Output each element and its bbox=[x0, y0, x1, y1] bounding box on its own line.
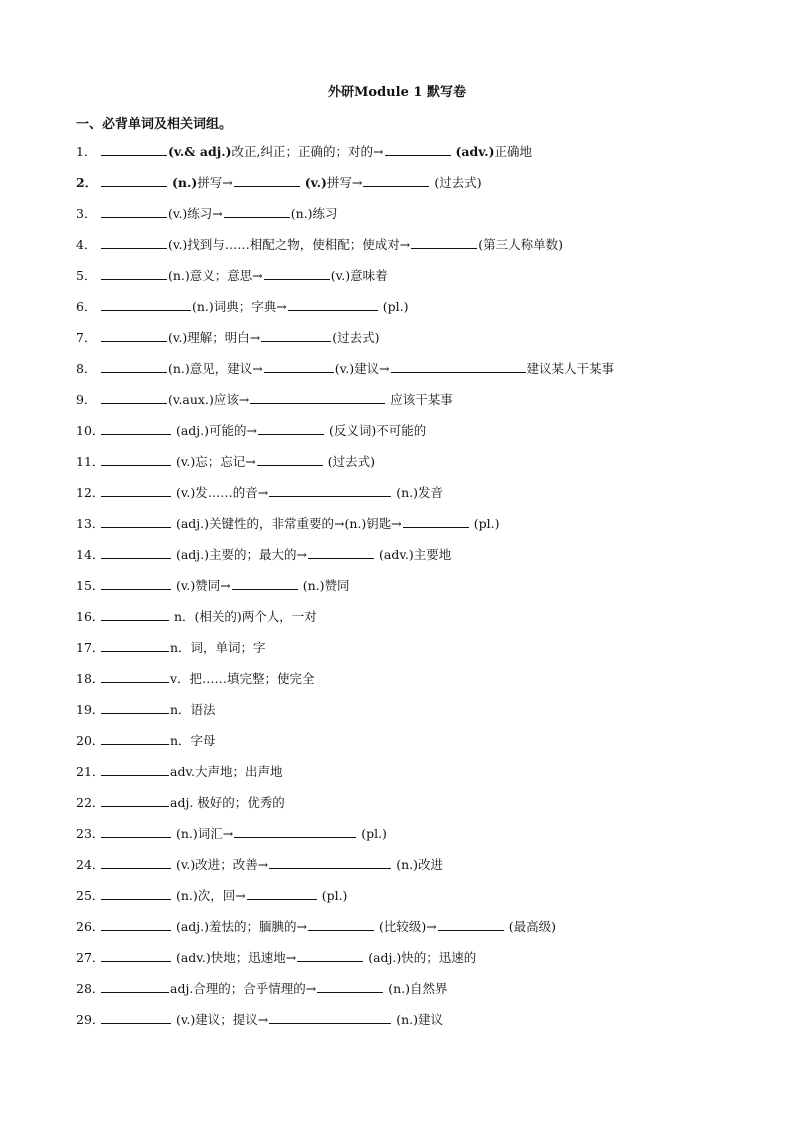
item-text: (v.)发……的音→ bbox=[172, 485, 269, 500]
item-number: 20． bbox=[76, 733, 105, 748]
answer-blank[interactable] bbox=[101, 266, 167, 280]
item-number: 11． bbox=[76, 454, 105, 469]
item-number: 1． bbox=[76, 144, 97, 159]
item-text: (最高级) bbox=[504, 919, 556, 934]
item-text: (v.aux.)应该→ bbox=[168, 392, 250, 407]
item-text: (n.)词典；字典→ bbox=[192, 299, 287, 314]
item-number: 24． bbox=[76, 857, 105, 872]
item-text: (adj.)羞怯的；腼腆的→ bbox=[172, 919, 308, 934]
item-text: (n.)意见，建议→ bbox=[168, 361, 263, 376]
item-text: (过去式) bbox=[332, 330, 380, 345]
answer-blank[interactable] bbox=[288, 297, 378, 311]
item-text: (v.)建议→ bbox=[334, 361, 390, 376]
item-number: 14． bbox=[76, 547, 105, 562]
item-text: n．语法 bbox=[170, 702, 216, 717]
answer-blank[interactable] bbox=[101, 235, 167, 249]
answer-blank[interactable] bbox=[101, 669, 169, 683]
item-text: 应该干某事 bbox=[386, 392, 453, 407]
item-text: (adv.) bbox=[455, 144, 495, 159]
item-text: 拼写→ bbox=[197, 175, 233, 190]
item-number: 22． bbox=[76, 795, 105, 810]
item-text: (n.)意义；意思→ bbox=[168, 268, 263, 283]
answer-blank[interactable] bbox=[438, 917, 504, 931]
answer-blank[interactable] bbox=[101, 173, 167, 187]
answer-blank[interactable] bbox=[308, 917, 374, 931]
item-number: 3． bbox=[76, 206, 97, 221]
answer-blank[interactable] bbox=[101, 483, 171, 497]
item-text: (v.& adj.) bbox=[168, 144, 232, 159]
answer-blank[interactable] bbox=[234, 824, 356, 838]
answer-blank[interactable] bbox=[101, 204, 167, 218]
item-text: (v.)改进；改善→ bbox=[172, 857, 269, 872]
answer-blank[interactable] bbox=[101, 297, 191, 311]
item-text: (pl.) bbox=[357, 826, 387, 841]
item-text: (adj.)快的；迅速的 bbox=[364, 950, 477, 965]
answer-blank[interactable] bbox=[411, 235, 477, 249]
item-number: 18． bbox=[76, 671, 105, 686]
item-text: n．字母 bbox=[170, 733, 216, 748]
item-text: (v.)练习→ bbox=[168, 206, 223, 221]
item-text: (反义词)不可能的 bbox=[325, 423, 427, 438]
item-number: 28． bbox=[76, 981, 105, 996]
answer-blank[interactable] bbox=[264, 359, 334, 373]
item-number: 2． bbox=[76, 175, 98, 190]
answer-blank[interactable] bbox=[101, 545, 171, 559]
answer-blank[interactable] bbox=[297, 948, 363, 962]
item-text: (第三人称单数) bbox=[478, 237, 564, 252]
item-number: 16． bbox=[76, 609, 105, 624]
item-text: (n.)改进 bbox=[392, 857, 444, 872]
answer-blank[interactable] bbox=[385, 142, 451, 156]
answer-blank[interactable] bbox=[101, 359, 167, 373]
item-number: 25． bbox=[76, 888, 105, 903]
answer-blank[interactable] bbox=[101, 390, 167, 404]
item-number: 6． bbox=[76, 299, 97, 314]
item-text: (n.)词汇→ bbox=[172, 826, 234, 841]
item-text: (过去式) bbox=[323, 454, 375, 469]
item-text: 建议某人干某事 bbox=[526, 361, 615, 376]
item-text: (adv.)主要地 bbox=[375, 547, 452, 562]
item-text: adj. 极好的；优秀的 bbox=[170, 795, 285, 810]
item-number: 26． bbox=[76, 919, 105, 934]
item-text: v．把……填完整；使完全 bbox=[170, 671, 315, 686]
item-number: 29． bbox=[76, 1012, 105, 1027]
item-text: (n.)赞同 bbox=[298, 578, 350, 593]
answer-blank[interactable] bbox=[101, 855, 171, 869]
item-number: 10． bbox=[76, 423, 105, 438]
answer-blank[interactable] bbox=[101, 142, 167, 156]
item-number: 13． bbox=[76, 516, 105, 531]
item-text: (n.)自然界 bbox=[384, 981, 448, 996]
item-text: n．(相关的)两个人，一对 bbox=[170, 609, 317, 624]
answer-blank[interactable] bbox=[269, 483, 391, 497]
answer-blank[interactable] bbox=[232, 576, 298, 590]
answer-blank[interactable] bbox=[101, 824, 171, 838]
item-text: adj.合理的；合乎情理的→ bbox=[170, 981, 317, 996]
answer-blank[interactable] bbox=[234, 173, 300, 187]
item-text: n．词，单词；字 bbox=[170, 640, 266, 655]
item-number: 4． bbox=[76, 237, 97, 252]
answer-blank[interactable] bbox=[101, 731, 169, 745]
item-text: (比较级)→ bbox=[375, 919, 437, 934]
item-text: (v.)建议；提议→ bbox=[172, 1012, 269, 1027]
item-text: adv.大声地；出声地 bbox=[170, 764, 283, 779]
item-number: 27． bbox=[76, 950, 105, 965]
item-text: (v.)理解；明白→ bbox=[168, 330, 261, 345]
item-text: (adj.)可能的→ bbox=[172, 423, 258, 438]
answer-blank[interactable] bbox=[269, 855, 391, 869]
answer-blank[interactable] bbox=[269, 1010, 391, 1024]
item-number: 9． bbox=[76, 392, 97, 407]
answer-blank[interactable] bbox=[101, 607, 169, 621]
item-text: (v.)忘；忘记→ bbox=[172, 454, 256, 469]
answer-blank[interactable] bbox=[247, 886, 317, 900]
answer-blank[interactable] bbox=[261, 328, 331, 342]
answer-blank[interactable] bbox=[264, 266, 330, 280]
answer-blank[interactable] bbox=[101, 979, 169, 993]
item-number: 8． bbox=[76, 361, 97, 376]
answer-blank[interactable] bbox=[101, 638, 169, 652]
answer-blank[interactable] bbox=[257, 452, 323, 466]
answer-blank[interactable] bbox=[363, 173, 429, 187]
item-text: (n.)建议 bbox=[392, 1012, 444, 1027]
answer-blank[interactable] bbox=[403, 514, 469, 528]
item-text: (v.)赞同→ bbox=[172, 578, 231, 593]
item-text: (adj.)关键性的，非常重要的→(n.)钥匙→ bbox=[172, 516, 402, 531]
item-text: (n.)发音 bbox=[392, 485, 444, 500]
answer-blank[interactable] bbox=[258, 421, 324, 435]
item-number: 17． bbox=[76, 640, 105, 655]
answer-blank[interactable] bbox=[224, 204, 290, 218]
item-text: (n.) bbox=[171, 175, 198, 190]
answer-blank[interactable] bbox=[101, 328, 167, 342]
item-text: (pl.) bbox=[317, 888, 348, 903]
answer-blank[interactable] bbox=[308, 545, 374, 559]
answer-blank[interactable] bbox=[101, 700, 169, 714]
item-number: 5． bbox=[76, 268, 97, 283]
item-text: (n.)次，回→ bbox=[172, 888, 246, 903]
answer-blank[interactable] bbox=[250, 390, 385, 404]
answer-blank[interactable] bbox=[101, 1010, 171, 1024]
item-text: (pl.) bbox=[378, 299, 409, 314]
item-text: 改正,纠正；正确的；对的→ bbox=[231, 144, 384, 159]
answer-blank[interactable] bbox=[101, 948, 171, 962]
answer-blank[interactable] bbox=[101, 421, 171, 435]
answer-blank[interactable] bbox=[101, 917, 171, 931]
answer-blank[interactable] bbox=[101, 886, 171, 900]
page-title: 外研Module 1 默写卷 bbox=[328, 85, 466, 100]
item-text: 拼写→ bbox=[326, 175, 363, 190]
answer-blank[interactable] bbox=[101, 452, 171, 466]
item-number: 15． bbox=[76, 578, 105, 593]
item-text: (n.)练习 bbox=[290, 206, 338, 221]
item-text: (v.)找到与……相配之物，使相配；使成对→ bbox=[168, 237, 411, 252]
item-text: (adj.)主要的；最大的→ bbox=[172, 547, 308, 562]
item-text: 正确地 bbox=[494, 144, 533, 159]
item-text: (pl.) bbox=[469, 516, 500, 531]
answer-blank[interactable] bbox=[101, 793, 169, 807]
item-number: 23． bbox=[76, 826, 105, 841]
item-text: (adv.)快地；迅速地→ bbox=[172, 950, 297, 965]
item-number: 21． bbox=[76, 764, 105, 779]
item-text: (v.) bbox=[304, 175, 327, 190]
item-number: 7． bbox=[76, 330, 97, 345]
answer-blank[interactable] bbox=[391, 359, 526, 373]
answer-blank[interactable] bbox=[101, 576, 171, 590]
item-text: (v.)意味着 bbox=[330, 268, 388, 283]
item-number: 12． bbox=[76, 485, 105, 500]
answer-blank[interactable] bbox=[101, 514, 171, 528]
answer-blank[interactable] bbox=[101, 762, 169, 776]
item-text: (过去式) bbox=[430, 175, 482, 190]
item-number: 19． bbox=[76, 702, 105, 717]
answer-blank[interactable] bbox=[317, 979, 383, 993]
section-heading: 一、必背单词及相关词组。 bbox=[76, 117, 233, 132]
